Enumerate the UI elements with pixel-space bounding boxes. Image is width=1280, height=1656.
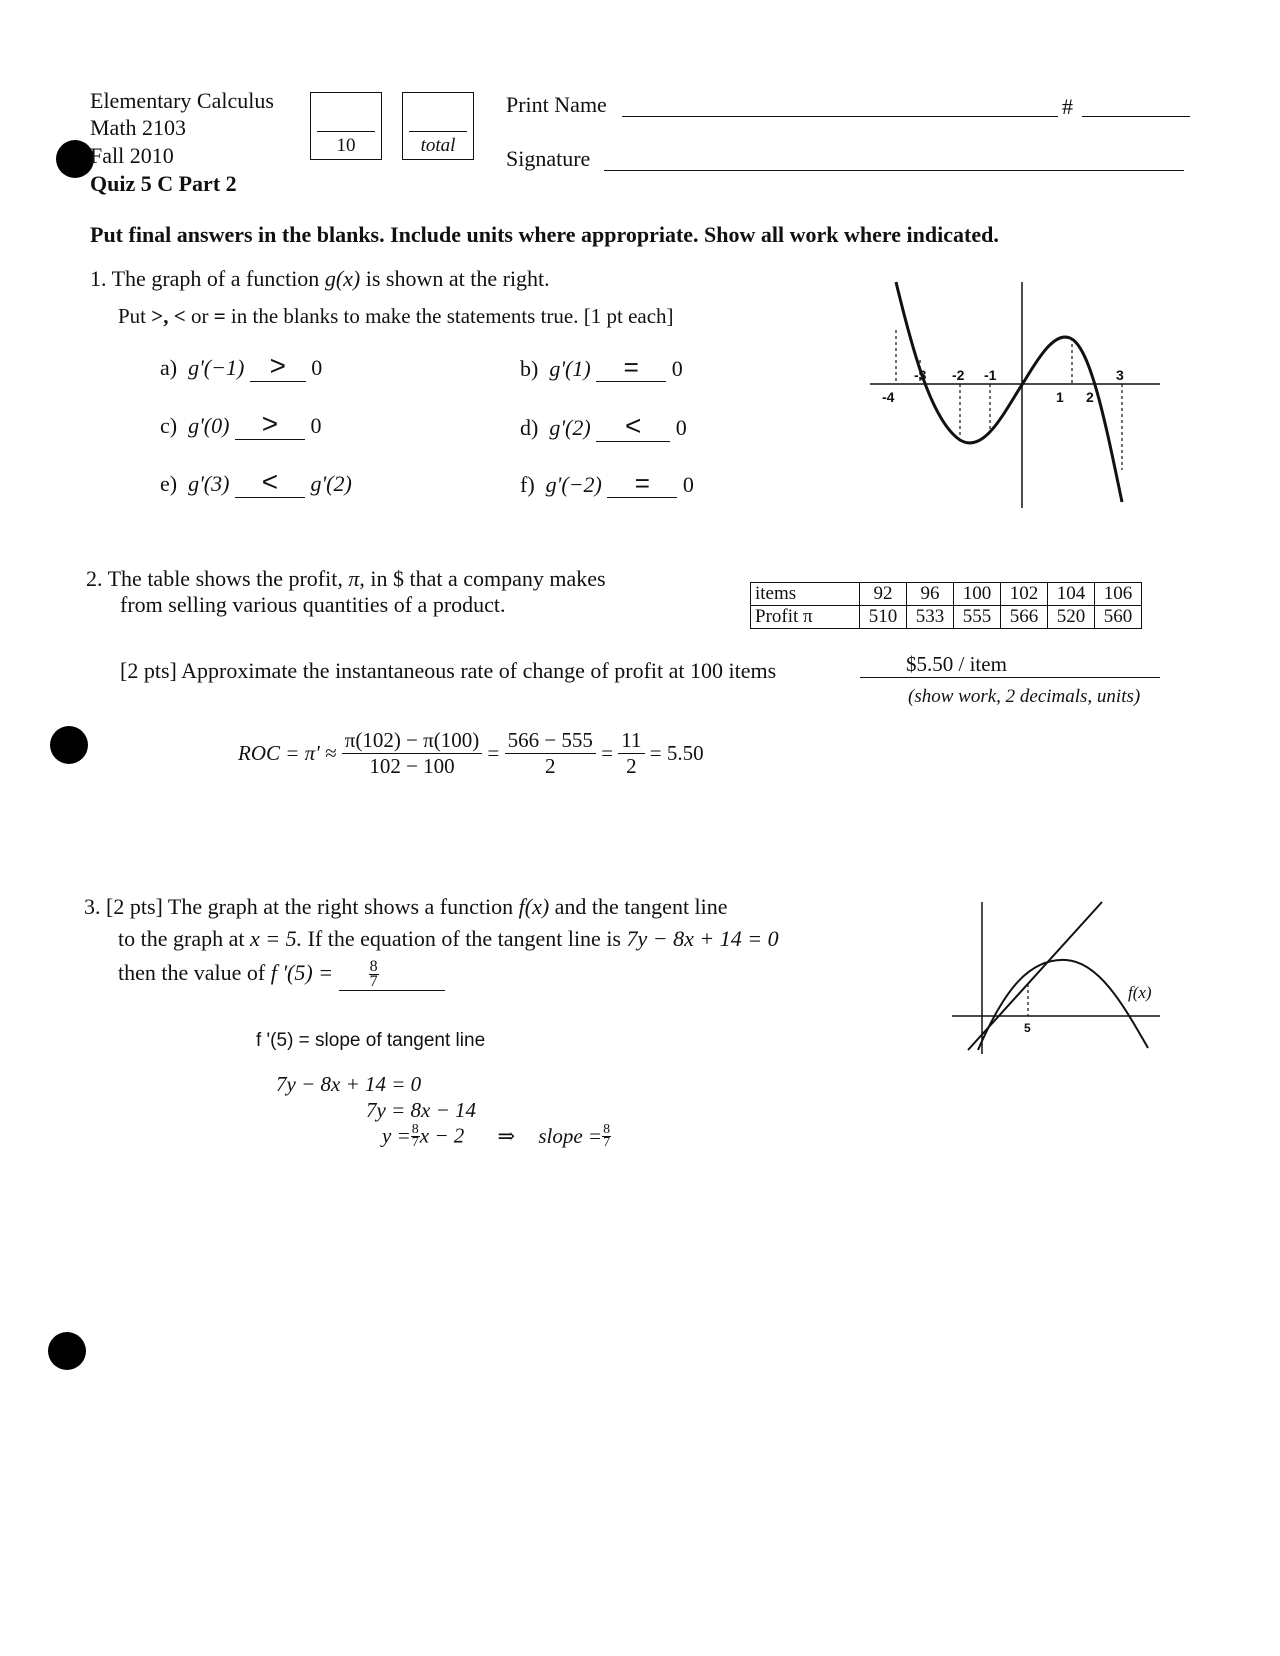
- f-curve: [978, 960, 1148, 1050]
- part-label: b): [520, 356, 539, 381]
- q1-directions-symbols: >, <: [151, 304, 186, 328]
- g-tick-minus1: -1: [984, 367, 997, 383]
- signature-field[interactable]: [604, 170, 1184, 171]
- part-lhs: g'(2): [549, 415, 591, 440]
- q1-prompt: [90, 266, 550, 292]
- score-box-total: [402, 92, 474, 160]
- table-cell: 104: [1048, 583, 1095, 606]
- q3-line2-b: If the equation of the tangent line is: [307, 926, 621, 951]
- q3-work-line3-frac: [411, 1121, 420, 1150]
- q2-prompt-line2: from selling various quantities of a product.: [120, 592, 506, 617]
- q3-work-line3-num: 8: [411, 1121, 419, 1137]
- q3-line1: [84, 894, 728, 920]
- q1-directions-eq: =: [213, 304, 226, 328]
- q2-prompt-a: The table shows the profit,: [107, 566, 343, 591]
- q2-work-frac2-num: 566 − 555: [505, 728, 596, 754]
- q2-work: ROC = π' ≈ $\frac{\pi(102) - \pi(100)}{102 - 100}$ = $\frac{566 - 555}{2}$ = $\frac{11}{2}$ = 5.50: [238, 728, 704, 778]
- part-label: e): [160, 471, 178, 496]
- g-tick-2: 2: [1086, 389, 1094, 405]
- table-cell: 96: [907, 583, 954, 606]
- quiz-title: Quiz 5 C Part 2: [90, 171, 237, 196]
- signature-label: Signature: [506, 146, 591, 171]
- q1-part-b: [520, 354, 683, 382]
- punch-hole-middle: [50, 726, 88, 764]
- term: Fall 2010: [90, 143, 174, 168]
- part-lhs: g'(3): [188, 471, 230, 496]
- part-rhs: 0: [675, 415, 687, 440]
- g-tick-minus3: -3: [914, 367, 927, 383]
- q3-equation: 7y − 8x + 14 = 0: [626, 926, 779, 951]
- number-field[interactable]: [1082, 116, 1190, 117]
- q3-function: f(x): [518, 894, 550, 919]
- q1-directions-put: Put: [118, 304, 147, 328]
- f-label: f(x): [1128, 983, 1152, 1002]
- course-number: Math 2103: [90, 115, 186, 140]
- q1-prompt-b: is shown at the right.: [365, 266, 550, 291]
- q3-slope-label: slope =: [538, 1123, 603, 1148]
- q3-work-line1: 7y − 8x + 14 = 0: [276, 1072, 422, 1096]
- table-cell: 106: [1095, 583, 1142, 606]
- g-tick-minus2: -2: [952, 367, 965, 383]
- q2-number: 2.: [86, 566, 103, 591]
- table-row-items: [751, 583, 1142, 606]
- q3-implies: ⇒: [497, 1123, 516, 1148]
- q2-prompt-b: , in $ that a company makes: [359, 566, 606, 591]
- q2-work-result: = 5.50: [649, 741, 704, 765]
- q3-answer-num: 8: [369, 958, 378, 976]
- q3-line3: [118, 960, 445, 991]
- answer-blank[interactable]: =: [596, 354, 666, 382]
- part-lhs: g'(0): [188, 413, 230, 438]
- q3-x-eq: x = 5.: [249, 926, 303, 951]
- f-tick-5: 5: [1024, 1021, 1031, 1035]
- q2-work-frac2: [505, 728, 596, 779]
- part-label: f): [520, 472, 535, 497]
- score-box-total-label: total: [420, 135, 456, 156]
- q2-work-frac2-den: 2: [545, 754, 556, 778]
- q1-part-a: [160, 352, 322, 382]
- course-title: Elementary Calculus: [90, 88, 274, 113]
- q1-part-e: [160, 468, 352, 498]
- q1-part-d: [520, 412, 687, 442]
- score-box-part: [310, 92, 382, 160]
- q2-question: [2 pts] Approximate the instantaneous rate of change of profit at 100 items: [120, 658, 777, 683]
- part-lhs: g'(1): [549, 356, 591, 381]
- q2-work-lhs: ROC = π' ≈: [238, 741, 337, 765]
- table-row-head: Profit π: [751, 606, 860, 629]
- q3-line3-text: then the value of: [118, 960, 266, 985]
- part-rhs: 0: [671, 356, 683, 381]
- profit-table: [750, 582, 1142, 629]
- q2-pi: π: [348, 566, 360, 591]
- part-rhs: 0: [682, 472, 694, 497]
- print-name-field[interactable]: [622, 116, 1058, 117]
- q3-slope-frac: [602, 1121, 611, 1150]
- tangent-line: [968, 902, 1102, 1050]
- q2-work-frac1-num: π(102) − π(100): [342, 728, 483, 754]
- table-cell: 533: [907, 606, 954, 629]
- part-label: d): [520, 415, 539, 440]
- q3-work-line3: [382, 1122, 611, 1149]
- table-cell: 555: [954, 606, 1001, 629]
- q3-fprime: f '(5) =: [270, 960, 334, 985]
- answer-blank[interactable]: <: [235, 468, 305, 498]
- q2-answer-note: (show work, 2 decimals, units): [908, 686, 1141, 707]
- answer-blank[interactable]: >: [250, 352, 306, 382]
- q3-work-line2: 7y = 8x − 14: [366, 1098, 476, 1122]
- g-graph: [860, 270, 1180, 510]
- q3-line1-b: and the tangent line: [554, 894, 728, 919]
- q3-line2: [118, 926, 779, 952]
- q3-number: 3.: [84, 894, 101, 919]
- table-cell: 520: [1048, 606, 1095, 629]
- part-lhs: g'(−1): [188, 355, 245, 380]
- g-tick-1: 1: [1056, 389, 1064, 405]
- q3-work-line3-a: y =: [382, 1123, 411, 1148]
- g-tick-minus4: -4: [882, 389, 895, 405]
- q2-answer: $5.50 / item: [906, 652, 1007, 676]
- table-cell: 92: [860, 583, 907, 606]
- table-cell: 100: [954, 583, 1001, 606]
- q2-work-frac1-den: 102 − 100: [369, 754, 455, 778]
- q1-directions-or: or: [190, 304, 209, 328]
- f-graph: [950, 898, 1180, 1058]
- instructions: Put final answers in the blanks. Include units where appropriate. Show all work where indicated.: [90, 222, 999, 247]
- number-label: #: [1062, 94, 1073, 119]
- punch-hole-top: [56, 140, 94, 178]
- g-tick-3: 3: [1116, 367, 1124, 383]
- q3-answer-den: 7: [369, 973, 378, 991]
- table-cell: 102: [1001, 583, 1048, 606]
- answer-blank[interactable]: <: [596, 412, 670, 442]
- table-cell: 510: [860, 606, 907, 629]
- q3-answer-blank[interactable]: [339, 960, 445, 991]
- q3-work-title: f '(5) = slope of tangent line: [256, 1030, 486, 1051]
- q1-number: 1.: [90, 266, 107, 291]
- q1-function: g(x): [324, 266, 361, 291]
- q3-slope-num: 8: [603, 1121, 611, 1137]
- table-cell: 560: [1095, 606, 1142, 629]
- q2-work-frac1: [342, 728, 483, 779]
- part-label: c): [160, 413, 178, 438]
- q1-part-f: [520, 470, 694, 498]
- part-rhs: 0: [310, 413, 322, 438]
- table-row-head: items: [751, 583, 860, 606]
- punch-hole-bottom: [48, 1332, 86, 1370]
- part-label: a): [160, 355, 178, 380]
- q2-answer-blank[interactable]: [860, 652, 1160, 678]
- q3-work-line3-den: 7: [411, 1134, 419, 1150]
- print-name-label: Print Name: [506, 92, 607, 117]
- q1-directions-rest: in the blanks to make the statements true. [1 pt each]: [230, 304, 674, 328]
- answer-blank[interactable]: >: [235, 410, 305, 440]
- q3-line2-a: to the graph at: [118, 926, 245, 951]
- q3-work-line3-b: x − 2: [419, 1123, 465, 1148]
- table-cell: 566: [1001, 606, 1048, 629]
- q2-work-frac3-den: 2: [626, 754, 637, 778]
- q2-prompt-line1: [86, 566, 606, 592]
- answer-blank[interactable]: =: [607, 470, 677, 498]
- q3-line1-a: [2 pts] The graph at the right shows a function: [106, 894, 514, 919]
- q2-work-frac3-num: 11: [618, 728, 644, 754]
- q1-part-c: [160, 410, 321, 440]
- part-lhs: g'(−2): [545, 472, 602, 497]
- q3-answer: [369, 960, 379, 989]
- q1-directions: [118, 304, 674, 329]
- part-rhs: 0: [311, 355, 323, 380]
- part-rhs: g'(2): [310, 471, 352, 496]
- score-box-part-label: 10: [336, 135, 356, 156]
- q2-work-frac3: [618, 728, 644, 779]
- q1-prompt-a: The graph of a function: [111, 266, 320, 291]
- q3-slope-den: 7: [603, 1134, 611, 1150]
- table-row-profit: [751, 606, 1142, 629]
